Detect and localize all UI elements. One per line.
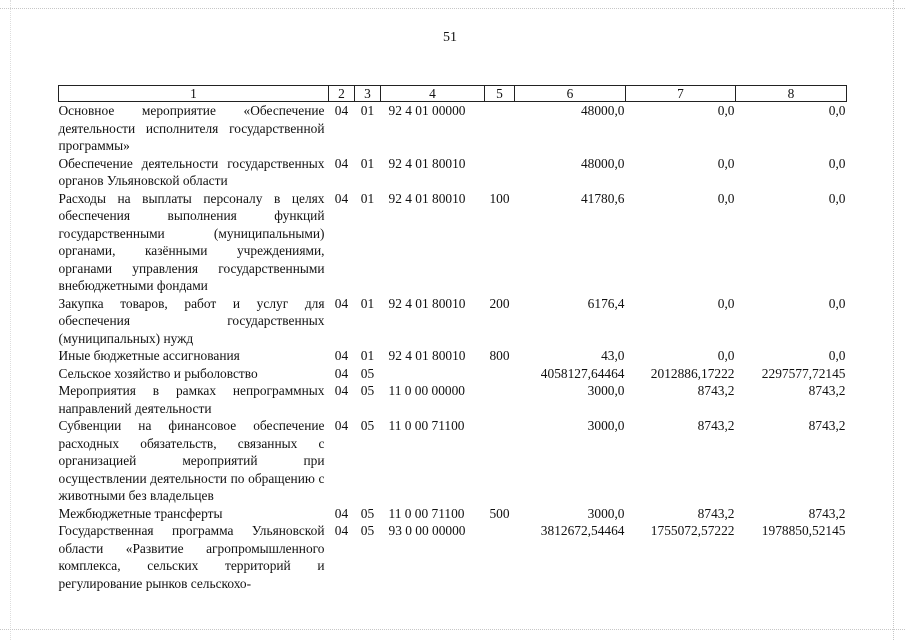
section-code: 04: [334, 103, 349, 118]
amount-col-6: 41780,6: [580, 190, 625, 206]
target-article-code: 11 0 00 00000: [388, 383, 465, 398]
subsection-code: 01: [360, 190, 375, 206]
amount-col-7: 1755072,57222: [650, 523, 735, 538]
amount-col-7: 8743,2: [697, 418, 735, 433]
section-code: 04: [334, 190, 349, 206]
amount-col-6: 43,0: [601, 348, 625, 363]
amount-col-7: 0,0: [717, 295, 735, 311]
expense-type-code: 100: [489, 190, 510, 206]
amount-col-8: 8743,2: [808, 505, 846, 521]
amount-col-6: 48000,0: [580, 155, 625, 171]
subsection-code: 01: [360, 103, 375, 118]
row-name: Основное мероприятие «Обеспечение деятельности исполнителя государственной программы»: [58, 103, 325, 153]
target-article-code: 93 0 00 00000: [388, 523, 466, 538]
amount-col-6: 4058127,64464: [540, 365, 625, 381]
column-header: 7: [626, 86, 736, 102]
target-article-code: 92 4 01 80010: [388, 190, 466, 206]
amount-col-6: 6176,4: [587, 295, 625, 311]
amount-col-8: 0,0: [828, 295, 846, 311]
target-article-code: 11 0 00 71100: [388, 505, 465, 521]
table-row: [59, 155, 847, 190]
expense-type-code: 800: [489, 348, 510, 363]
subsection-code: 05: [360, 505, 375, 521]
amount-col-8: 0,0: [828, 190, 846, 206]
row-name: Мероприятия в рамках непрограммных направлений деятельности: [58, 383, 325, 416]
subsection-code: 01: [360, 348, 375, 363]
subsection-code: 05: [360, 523, 375, 538]
table-header-row: [59, 86, 847, 102]
section-code: 04: [334, 295, 349, 311]
amount-col-7: 2012886,17222: [650, 365, 735, 381]
section-code: 04: [334, 505, 349, 521]
column-header: 6: [515, 86, 626, 102]
scan-edge-bottom: [0, 629, 905, 631]
subsection-code: 05: [360, 365, 375, 381]
row-name: Сельское хозяйство и рыболовство: [58, 365, 258, 381]
target-article-code: 11 0 00 71100: [388, 418, 465, 433]
section-code: 04: [334, 155, 349, 171]
amount-col-8: 2297577,72145: [761, 365, 846, 381]
amount-col-7: 0,0: [717, 103, 735, 118]
subsection-code: 05: [360, 418, 375, 433]
budget-table: [58, 85, 847, 592]
row-name: Расходы на выплаты персоналу в целях обеспечения выполнения функций государственными (муниципальными) органами, казёнными учреждениями, органами управления государственными внебюджетными фондами: [58, 190, 325, 293]
target-article-code: [381, 365, 485, 383]
table-row: [59, 505, 847, 523]
amount-col-7: 8743,2: [697, 383, 735, 398]
table-row: [59, 417, 847, 505]
expense-type-code: [485, 522, 515, 592]
row-name: Иные бюджетные ассигнования: [58, 348, 240, 363]
expense-type-code: 500: [489, 505, 510, 521]
amount-col-8: 1978850,52145: [761, 523, 846, 538]
target-article-code: 92 4 01 80010: [388, 348, 466, 363]
expense-type-code: [485, 382, 515, 417]
table-row: [59, 522, 847, 592]
column-header: 4: [381, 86, 485, 102]
row-name: Субвенции на финансовое обеспечение расходных обязательств, связанных с организацией мероприятий при осуществлении деятельности по обращению с животными без владельцев: [58, 418, 325, 503]
table-row: [59, 295, 847, 348]
amount-col-6: 3812672,54464: [540, 523, 625, 538]
column-header: 2: [329, 86, 355, 102]
expense-type-code: [485, 417, 515, 505]
scan-edge-left: [10, 0, 12, 640]
amount-col-6: 3000,0: [587, 383, 625, 398]
table-row: [59, 102, 847, 155]
amount-col-8: 8743,2: [808, 418, 846, 433]
table-row: [59, 382, 847, 417]
target-article-code: 92 4 01 00000: [388, 103, 466, 118]
amount-col-7: 0,0: [717, 190, 735, 206]
amount-col-8: 0,0: [828, 348, 846, 363]
table-row: [59, 347, 847, 365]
table-row: [59, 365, 847, 383]
section-code: 04: [334, 523, 349, 538]
amount-col-8: 0,0: [828, 103, 846, 118]
row-name: Обеспечение деятельности государственных органов Ульяновской области: [58, 155, 325, 188]
row-name: Межбюджетные трансферты: [58, 505, 223, 521]
table-row: [59, 190, 847, 295]
amount-col-6: 48000,0: [580, 103, 625, 118]
expense-type-code: [485, 155, 515, 190]
amount-col-8: 0,0: [828, 155, 846, 171]
amount-col-7: 0,0: [717, 155, 735, 171]
page-number: 51: [443, 30, 457, 45]
target-article-code: 92 4 01 80010: [388, 155, 466, 171]
expense-type-code: [485, 365, 515, 383]
amount-col-7: 8743,2: [697, 505, 735, 521]
section-code: 04: [334, 348, 349, 363]
section-code: 04: [334, 383, 349, 398]
section-code: 04: [334, 418, 349, 433]
column-header: 3: [355, 86, 381, 102]
amount-col-7: 0,0: [717, 348, 735, 363]
expense-type-code: 200: [489, 295, 510, 311]
scan-edge-right: [893, 0, 895, 640]
amount-col-6: 3000,0: [587, 418, 625, 433]
amount-col-6: 3000,0: [587, 505, 625, 521]
row-name: Государственная программа Ульяновской области «Развитие агропромышленного комплекса, сельских территорий и регулирование рынков сельскохо-: [58, 523, 325, 591]
subsection-code: 01: [360, 295, 375, 311]
row-name: Закупка товаров, работ и услуг для обеспечения государственных (муниципальных) нужд: [58, 295, 325, 346]
scan-edge-top: [0, 8, 905, 10]
column-header: 8: [736, 86, 847, 102]
target-article-code: 92 4 01 80010: [388, 295, 466, 311]
expense-type-code: [485, 102, 515, 155]
amount-col-8: 8743,2: [808, 383, 846, 398]
section-code: 04: [334, 365, 349, 381]
subsection-code: 05: [360, 383, 375, 398]
column-header: 5: [485, 86, 515, 102]
column-header: 1: [59, 86, 329, 102]
subsection-code: 01: [360, 155, 375, 171]
